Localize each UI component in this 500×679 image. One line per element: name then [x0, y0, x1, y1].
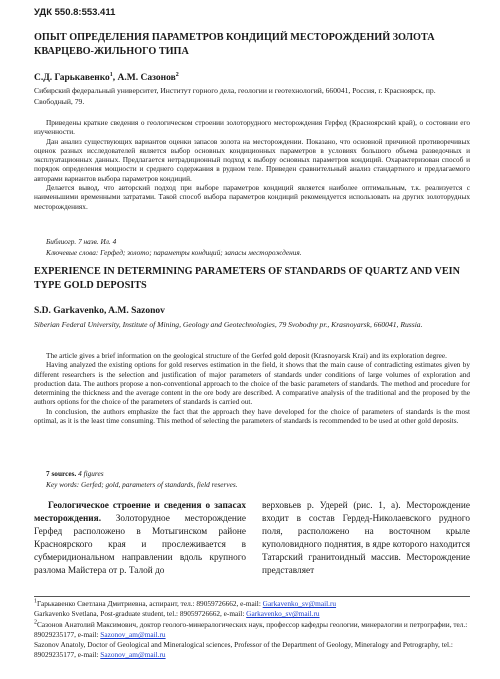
sources-count-en	[46, 469, 238, 480]
author-2-footnote-mark: 2	[175, 71, 179, 78]
meta-russian	[46, 237, 302, 258]
title-english: EXPERIENCE IN DETERMINING PARAMETERS OF STANDARDS OF QUARTZ AND VEIN TYPE GOLD DEPOSITS	[34, 266, 460, 291]
affiliation-russian: Сибирский федеральный университет, Институт горного дела, геологии и геотехнологий, 660041, Россия, г. Красноярск, пр. Свободный, 79.	[34, 86, 436, 106]
affiliation-english: Siberian Federal University, Institute of Mining, Geology and Geotechnologies, 79 Svobodny pr., Krasnoyarsk, 660041, Russia.	[34, 320, 423, 329]
footnote-2-ru-text: Сазонов Анатолий Максимович, доктор геолого-минералогических наук, профессор кафедры геологии, минералогии и петрографии, тел.: 89029235177, e-mail:	[34, 619, 468, 639]
author-1: С.Д. Гарькавенко	[34, 73, 110, 83]
body-text: Золоторудное месторождение Герфед расположено в Мотыгинском районе Красноярского края и прослеживается в субмеридиональном направлении вдоль крупного разлома Майстера от р. Талой до	[34, 514, 246, 576]
udk-code: УДК 550.8:553.411	[34, 7, 116, 18]
footnotes	[34, 599, 470, 661]
footnote-1-en-text: Garkavenko Svetlana, Post-graduate student, tel.: 89059726662, e-mail:	[34, 609, 247, 619]
sources-count-rest: 4 figures	[76, 469, 104, 478]
section-heading: Геологическое строение и сведения о запасах месторождения.	[34, 501, 246, 524]
author-separator: ,	[112, 73, 118, 83]
footnote-1-ru-email-link[interactable]: Garkavenko_sv@mail.ru	[262, 599, 337, 608]
meta-english	[46, 469, 238, 490]
footnote-2-mark: 2	[34, 619, 37, 626]
abstract-en-paragraph: In conclusion, the authors emphasize the fact that the approach they have developed for the choice of parameters of standards is the most optimal, as it is the least time consuming. This method of selecting the parameters of standards is recommended to be used at other gold deposits.	[34, 406, 470, 426]
abstract-russian	[34, 118, 470, 211]
footnote-2-en-email-link[interactable]: Sazonov_am@mail.ru	[100, 650, 166, 660]
abstract-ru-paragraph: Делается вывод, что авторский подход при выборе параметров кондиций является наиболее оптимальным, т.к. реализуется с наименьшими временными затратами. Такой способ выбора параметров кондиций рекомендуется использовать на других золоторудных месторождениях.	[34, 183, 470, 211]
footnote-2-ru-email-link[interactable]: Sazonov_am@mail.ru	[100, 629, 166, 639]
abstract-ru-paragraph: Приведены краткие сведения о геологическом строении золоторудного месторождения Герфед (Красноярский край), о состоянии его изученности.	[34, 118, 470, 137]
footnote-1-en	[34, 609, 470, 619]
sources-count-bold: 7 sources.	[46, 469, 77, 478]
abstract-en-paragraph: The article gives a brief information on the geological structure of the Gerfed gold deposit (Krasnoyarsk Krai) and its exploration degree.	[46, 351, 447, 360]
abstract-ru-paragraph: Дан анализ существующих вариантов оценки запасов золота на месторождении. Показано, что основной причиной противоречивых оценок разных исследователей является выбор основных кондиционных параметров в условиях большого объема разведочных и эксплуатационных данных. Предлагается нетрадиционный подход к выбору основных параметров кондиций. Охарактеризован способ и порядок определения мощности и среднего содержания в рудном теле. Приведен сравнительный анализ стандартного и предлагаемого авторами вариантов выбора параметров кондиций.	[34, 136, 470, 183]
author-1-footnote-mark: 1	[109, 71, 113, 78]
author-2: А.М. Сазонов	[117, 73, 176, 83]
keywords-ru: Ключевые слова: Герфед; золото; параметры кондиций; запасы месторождения.	[46, 247, 302, 257]
body-paragraph: верховьев р. Удерей (рис. 1, а). Месторождение входит в состав Гердед-Николаевского рудного поля, расположено на восточном крыле куполовидного поднятия, в ядре которого находится Татарский гранитоидный массив. Месторождение представляет	[262, 501, 470, 576]
footnote-1-en-email-link[interactable]: Garkavenko_sv@mail.ru	[246, 609, 320, 619]
keywords-en: Key words: Gerfed; gold, parameters of standards, field reserves.	[46, 479, 238, 489]
bibliography-count-ru: Библиогр. 7 назв. Ил. 4	[46, 237, 117, 246]
footnote-2-en	[34, 640, 470, 661]
body-column-left	[34, 500, 246, 578]
authors-english: S.D. Garkavenko, A.M. Sazonov	[34, 306, 165, 316]
body-column-right	[262, 500, 470, 578]
footnote-2-ru	[34, 620, 470, 641]
authors-russian	[34, 73, 179, 83]
footnote-1-mark: 1	[34, 598, 37, 605]
footnote-1-ru	[34, 599, 470, 609]
abstract-english	[34, 351, 470, 425]
abstract-en-paragraph: Having analyzed the existing options for gold reserves estimation in the field, it shows that the main cause of contradicting estimates given by different researchers is the selection and justification of major parameters of standards under conditions of large volumes of exploration and production data. The authors propose a non-conventional approach to the choice of the basic parameters of standards. The method and procedure for determining the thickness and the average content in the ore body are described. A comparative analysis of the traditional and the proposed by the authors options for the choice of the parameters of standards is carried out.	[34, 360, 470, 407]
footnote-1-ru-text: Гарькавенко Светлана Дмитриевна, аспирант, тел.: 89059726662, e-mail:	[37, 599, 263, 608]
body-paragraph	[34, 500, 246, 578]
footnote-divider	[34, 596, 470, 597]
footnote-2-en-text: Sazonov Anatoly, Doctor of Geological and Mineralogical sciences, Professor of the Department of Geology, Mineralogy and Petrography, tel.: 89029235177, e-mail:	[34, 640, 453, 660]
title-russian: ОПЫТ ОПРЕДЕЛЕНИЯ ПАРАМЕТРОВ КОНДИЦИЙ МЕСТОРОЖДЕНИЙ ЗОЛОТА КВАРЦЕВО-ЖИЛЬНОГО ТИПА	[34, 32, 435, 57]
